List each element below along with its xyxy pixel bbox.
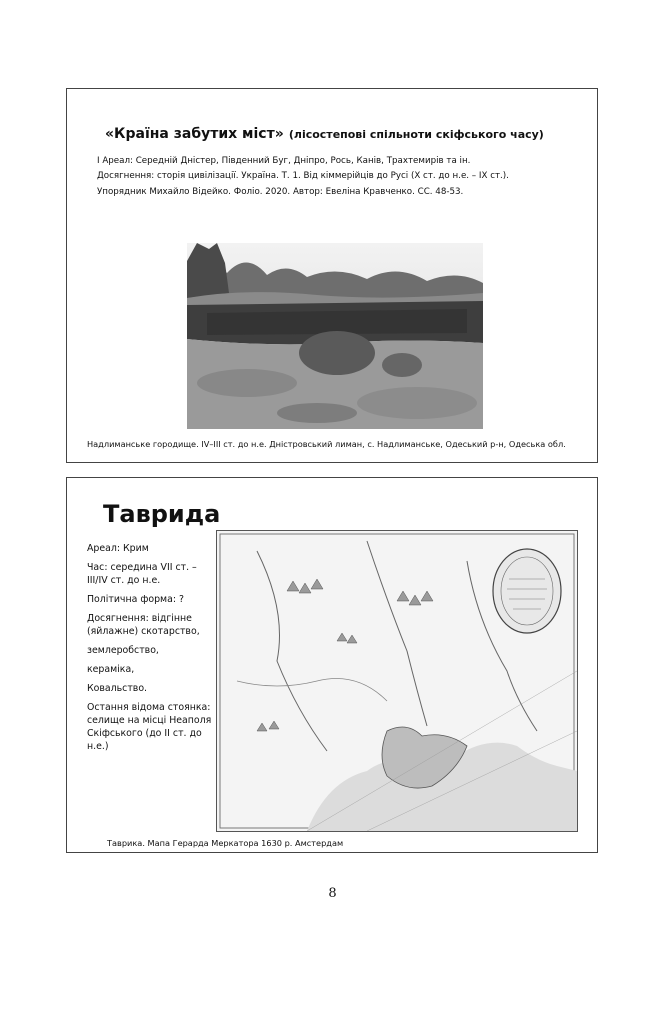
fact-smithing: Ковальство. [87,683,148,694]
slide-title-sub: (лісостепові спільноти скіфського часу) [288,128,544,141]
photo-caption: Надлиманське городище. ІV–ІІІ ст. до н.е. Дністровський лиман, с. Надлиманське, Одеський р-н, Одеська обл. [87,439,566,449]
slide-title-main: «Країна забутих міст» [105,126,284,142]
achievements-line: Досягнення: сторія цивілізації. Україна. Т. 1. Від кіммерійців до Русі (Х ст. до н.е. – ІХ ст.). [97,171,509,181]
slide-forgotten-cities [66,88,598,463]
slide-title: Таврида [103,500,221,528]
area-line: І Ареал: Середній Дністер, Південний Буг, Дніпро, Рось, Канів, Трахтемирів та ін. [97,156,471,166]
fact-achievements: Досягнення: відгінне (яйлажне) скотарство, [87,613,200,637]
fact-area: Ареал: Крим [87,543,149,554]
fact-time: Час: середина VII ст. – III/IV ст. до н.е. [87,562,197,586]
fact-ceramics: кераміка, [87,664,135,675]
editor-line: Упорядник Михайло Відейко. Фоліо. 2020. Автор: Евеліна Кравченко. СС. 48-53. [97,187,464,197]
page-number: 8 [328,886,337,901]
hillfort-photo [187,243,483,429]
map-caption: Таврика. Мапа Герарда Меркатора 1630 р. Амстердам [107,838,344,848]
slide-taurida [66,477,598,853]
mercator-map [216,530,578,832]
fact-farming: землеробство, [87,645,159,656]
fact-political-form: Політична форма: ? [87,594,184,605]
slide-title [105,123,585,142]
facts-list [87,542,215,759]
fact-last-site: Остання відома стоянка: селище на місці Неаполя Скіфського (до ІІ ст. до н.е.) [87,702,212,752]
